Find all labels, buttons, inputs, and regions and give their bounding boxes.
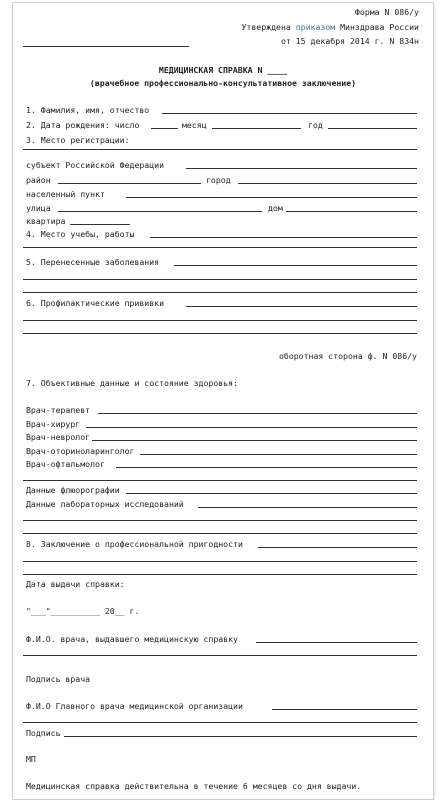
approval-line: Утверждена приказом Минздрава России [241,22,419,32]
fluorography-line[interactable] [126,493,417,494]
doctor-name-line[interactable] [256,642,417,643]
doctor-ent-label: Врач-оториноларинголог [26,446,135,456]
field-apt-label: квартира [26,216,66,226]
field-vaccinations-label: 6. Профилактические прививки [26,298,165,308]
approval-date: от 15 декабря 2014 г. N 834н [280,36,419,46]
doctor-signature-label: Подпись врача [26,674,91,684]
doctor-ophthalmologist-line[interactable] [116,467,417,468]
lab-results-line-3[interactable] [23,533,417,534]
document-title: МЕДИЦИНСКАЯ СПРАВКА N ____ [158,65,288,75]
doctor-therapist-label: Врач-терапевт [26,405,91,415]
form-number: Форма N 086/у [354,7,419,17]
order-link[interactable]: приказом [295,22,336,32]
field-house-line[interactable] [286,211,417,212]
field-fio-line[interactable] [162,113,417,114]
field-conclusion-line-3[interactable] [23,574,417,575]
field-registration-label: 3. Место регистрации: [26,135,130,145]
field-fio-label: 1. Фамилия, имя, отчество [26,105,150,115]
field-work-label: 4. Место учебы, работы [26,229,135,239]
chief-name-line-2[interactable] [23,722,417,723]
doctor-ent-line[interactable] [140,454,417,455]
issue-date-field[interactable]: "___"__________ 20__ г. [26,606,140,616]
field-subject-label: субъект Российской Федерации [26,160,165,170]
field-street-label: улица [26,203,51,213]
field-birth-month-label: месяц [182,120,207,130]
field-subject-line[interactable] [186,168,417,169]
field-birth-year-line[interactable] [328,128,417,129]
field-city-line[interactable] [238,183,417,184]
field-locality-label: населенный пункт [26,189,105,199]
chief-name-label: Ф.И.О Главного врача медицинской организации [26,701,243,711]
field-birth-label: 2. Дата рождения: число [26,120,140,130]
document-page [12,2,434,800]
reverse-side-label: оборотная сторона ф. N 086/у [278,351,417,361]
doctor-therapist-line[interactable] [98,413,417,414]
stamp-line [23,46,189,47]
objective-extra-line[interactable] [23,480,417,481]
chief-name-line[interactable] [272,709,417,710]
field-locality-line[interactable] [126,197,417,198]
lab-results-line[interactable] [198,507,417,508]
doctor-surgeon-label: Врач-хирург [26,419,81,429]
field-vaccinations-line-2[interactable] [23,320,417,321]
document-subtitle: (врачебное профессионально-консультативное заключение) [89,78,357,88]
field-district-label: район [26,175,51,185]
validity-note: Медицинская справка действительна в течение 6 месяцев со дня выдачи. [26,781,362,791]
issue-date-label: Дата выдачи справки: [26,579,125,589]
doctor-surgeon-line[interactable] [86,427,417,428]
chief-signature-label: Подпись [26,728,61,738]
lab-results-line-2[interactable] [23,520,417,521]
field-birth-month-line[interactable] [212,128,301,129]
field-vaccinations-line[interactable] [186,306,417,307]
field-city-label: город [206,175,231,185]
field-conclusion-line[interactable] [258,547,417,548]
field-vaccinations-line-3[interactable] [23,333,417,334]
lab-results-label: Данные лабораторных исследований [26,499,184,509]
field-work-line[interactable] [150,237,417,238]
fluorography-label: Данные флюорографии [26,485,120,495]
doctor-name-line-2[interactable] [23,655,417,656]
field-district-line[interactable] [58,183,201,184]
field-diseases-line-2[interactable] [23,279,417,280]
field-diseases-line[interactable] [174,265,417,266]
doctor-name-label: Ф.И.О. врача, выдавшего медицинскую справку [26,634,238,644]
field-apt-line[interactable] [70,224,130,225]
field-birth-day-line[interactable] [151,128,178,129]
field-work-line-2[interactable] [23,247,417,248]
field-house-label: дом [268,203,283,213]
field-street-line[interactable] [58,211,262,212]
stamp-place-label: МП [26,754,36,764]
field-conclusion-label: 8. Заключение о профессиональной пригодности [26,539,243,549]
field-diseases-label: 5. Перенесенные заболевания [26,257,160,267]
field-diseases-line-3[interactable] [23,292,417,293]
field-conclusion-line-2[interactable] [23,561,417,562]
chief-signature-line[interactable] [64,736,417,737]
doctor-ophthalmologist-label: Врач-офтальмолог [26,459,105,469]
field-birth-year-label: год [308,120,323,130]
doctor-neurologist-line[interactable] [92,440,417,441]
field-registration-line[interactable] [23,149,417,150]
field-objective-label: 7. Объективные данные и состояние здоровья: [26,378,238,388]
doctor-neurologist-label: Врач-невролог [26,432,91,442]
